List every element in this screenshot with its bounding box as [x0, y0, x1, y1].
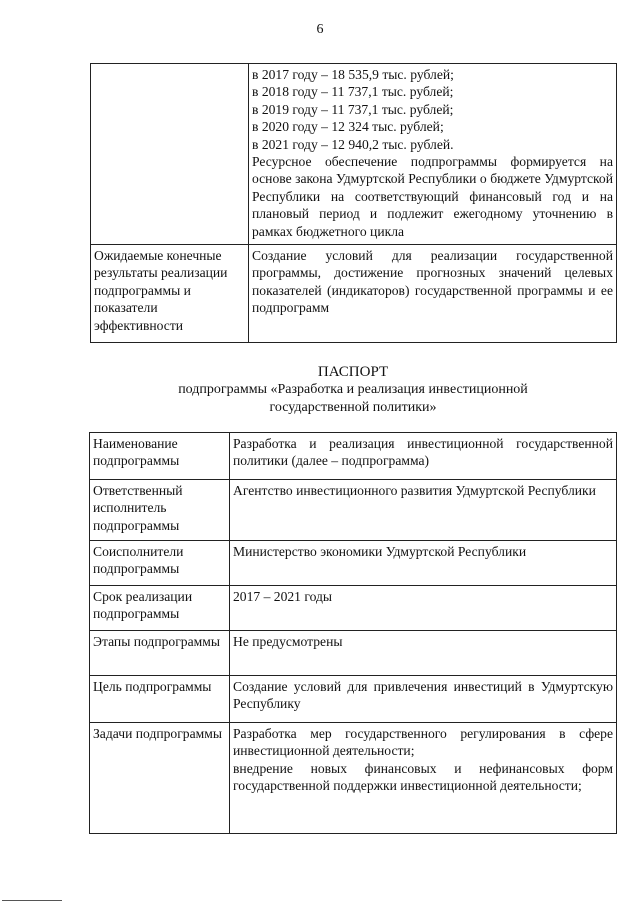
funding-line-2018: в 2018 году – 11 737,1 тыс. рублей; [252, 84, 454, 100]
coexecutors-label: Соисполнители подпрограммы [90, 541, 230, 586]
table-row [90, 541, 617, 586]
executor-value: Агентство инвестиционного развития Удмуртской Республики [230, 480, 617, 541]
executor-label: Ответственный исполнитель подпрограммы [90, 480, 230, 541]
results-text: Создание условий для реализации государственной программы, достижение прогнозных значений целевых показателей (индикаторов) государственной программы и ее подпрограмм [249, 245, 617, 343]
subprogram-continuation-table [90, 63, 617, 343]
passport-heading [90, 363, 616, 417]
term-value: 2017 – 2021 годы [230, 586, 617, 631]
stages-label: Этапы подпрограммы [90, 631, 230, 676]
funding-line-2021: в 2021 году – 12 940,2 тыс. рублей. [252, 136, 454, 152]
footer-rule [2, 900, 62, 901]
subprogram-passport-table [89, 432, 617, 834]
tasks-label: Задачи подпрограммы [90, 723, 230, 834]
term-label: Срок реализации подпрограммы [90, 586, 230, 631]
table-row [90, 433, 617, 480]
label-cell-empty [91, 64, 249, 245]
table-row [91, 64, 617, 245]
task-item: Разработка мер государственного регулирования в сфере инвестиционной деятельности; [233, 726, 613, 759]
table-row [90, 723, 617, 834]
task-item: внедрение новых финансовых и нефинансовых форм государственной поддержки инвестиционной деятельности; [233, 760, 613, 794]
table-row [91, 245, 617, 343]
passport-title: ПАСПОРТ [317, 364, 389, 380]
coexecutors-value: Министерство экономики Удмуртской Республики [230, 541, 617, 586]
table-row [90, 631, 617, 676]
table-row [90, 586, 617, 631]
funding-line-2020: в 2020 году – 12 324 тыс. рублей; [252, 119, 444, 135]
tasks-cell [230, 723, 617, 834]
funding-note: Ресурсное обеспечение подпрограммы формируется на основе закона Удмуртской Республики о бюджете Удмуртской Республики на соответствующий финансовый год и на плановый период и подлежит ежегодному уточнению в рамках бюджетного цикла [252, 154, 613, 239]
table-row [90, 676, 617, 723]
goal-label: Цель подпрограммы [90, 676, 230, 723]
results-label: Ожидаемые конечные результаты реализации подпрограммы и показатели эффективности [91, 245, 249, 343]
goal-value: Создание условий для привлечения инвестиций в Удмуртскую Республику [230, 676, 617, 723]
name-value: Разработка и реализация инвестиционной государственной политики (далее – подпрограмма) [230, 433, 617, 480]
stages-value: Не предусмотрены [230, 631, 617, 676]
funding-cell [249, 64, 617, 245]
name-label: Наименование подпрограммы [90, 433, 230, 480]
page-number: 6 [316, 22, 324, 37]
funding-line-2019: в 2019 году – 11 737,1 тыс. рублей; [252, 101, 454, 117]
table-row [90, 480, 617, 541]
funding-line-2017: в 2017 году – 18 535,9 тыс. рублей; [252, 67, 454, 82]
passport-subtitle-line-2: государственной политики» [269, 400, 437, 415]
passport-subtitle-line-1: подпрограммы «Разработка и реализация инвестиционной [178, 382, 528, 397]
